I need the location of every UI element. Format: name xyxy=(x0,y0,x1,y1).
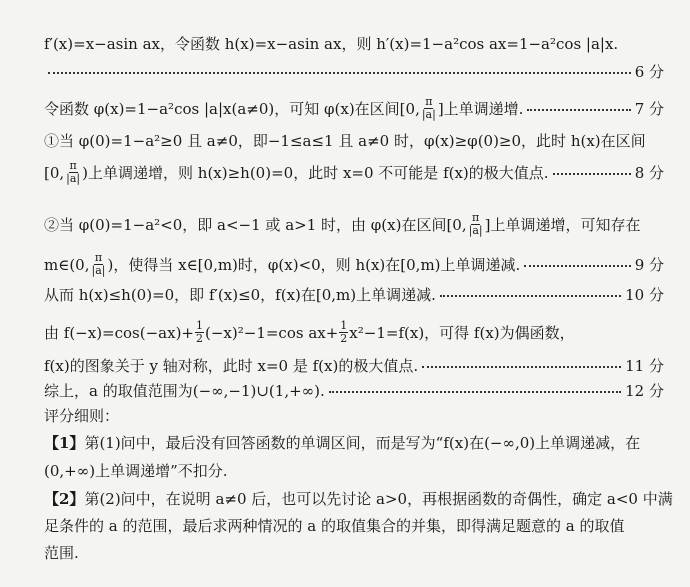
grading-note-2: 【2】第(2)问中，在说明 a≠0 后，也可以先讨论 a>0，再根据函数的奇偶性，确定 a<0 中满 xyxy=(44,490,673,508)
fraction-one-half: $\frac{1}{2}$ xyxy=(340,319,348,345)
leader-dots xyxy=(422,364,621,368)
score-label: 7 分 xyxy=(634,99,664,118)
fraction-pi-over-abs-a: $\frac{\pi}{|a|}$ xyxy=(66,159,81,185)
line-even-function: 由 f(−x)=cos(−ax)+ $\frac{1}{2}$ (−x)²−1=cos ax+ $\frac{1}{2}$ x²−1=f(x)，可得 f(x)为偶函数， xyxy=(44,319,575,345)
grading-heading: 评分细则： xyxy=(44,407,120,425)
fraction-pi-over-abs-a: $\frac{\pi}{|a|}$ xyxy=(421,95,436,121)
leader-dots xyxy=(553,171,631,175)
note-tag: 【1】 xyxy=(44,434,85,452)
line-score-6 xyxy=(44,62,664,82)
grading-note-1-cont: (0,+∞)上单调递增”不扣分. xyxy=(44,462,228,480)
score-label: 8 分 xyxy=(634,163,664,182)
line-case-2: ②当 φ(0)=1−a²<0，即 a<−1 或 a>1 时，由 φ(x)在区间[0, $\frac{\pi}{|a|}$ ]上单调递增，可知存在 xyxy=(44,211,641,237)
leader-dots xyxy=(527,107,630,111)
leader-dots xyxy=(329,389,621,393)
line-case-2-cont: m∈(0, $\frac{\pi}{|a|}$ )，使得当 x∈[0,m)时，φ(x)<0，则 h(x)在[0,m)上单调递减. 9 分 xyxy=(44,251,664,277)
grading-note-2-cont: 足条件的 a 的范围，最后求两种情况的 a 的取值集合的并集，即得满足题意的 a 的取值 xyxy=(44,517,625,535)
leader-dots xyxy=(524,263,630,267)
note-tag: 【2】 xyxy=(44,490,85,508)
score-label: 11 分 xyxy=(625,357,664,375)
line-conclusion: 综上，a 的取值范围为(−∞,−1)∪(1,+∞). 12 分 xyxy=(44,382,664,400)
fraction-pi-over-abs-a: $\frac{\pi}{|a|}$ xyxy=(468,211,483,237)
score-label: 9 分 xyxy=(634,255,664,274)
fraction-one-half: $\frac{1}{2}$ xyxy=(196,319,203,345)
line-case-1: ①当 φ(0)=1−a²≥0 且 a≠0，即−1≤a≤1 且 a≠0 时，φ(x)≥φ(0)≥0，此时 h(x)在区间 xyxy=(44,132,646,150)
line-symmetry: f(x)的图象关于 y 轴对称，此时 x=0 是 f(x)的极大值点. 11 分 xyxy=(44,357,664,375)
score-label: 12 分 xyxy=(625,382,664,400)
line-phi-def: 令函数 φ(x)=1−a²cos |a|x(a≠0)，可知 φ(x)在区间[0, $\frac{\pi}{|a|}$ ]上单调递增. 7 分 xyxy=(44,95,664,121)
line-case-1-cont: [0, $\frac{\pi}{|a|}$ )上单调递增，则 h(x)≥h(0)=0，此时 x=0 不可能是 f(x)的极大值点. 8 分 xyxy=(44,159,664,185)
score-label: 6 分 xyxy=(634,63,664,81)
fraction-pi-over-abs-a: $\frac{\pi}{|a|}$ xyxy=(91,251,106,277)
leader-dots xyxy=(48,70,631,74)
grading-note-2-end: 范围. xyxy=(44,544,79,562)
score-label: 10 分 xyxy=(625,286,664,304)
grading-note-1: 【1】第(1)问中，最后没有回答函数的单调区间，而是写为“f(x)在(−∞,0)上单调递减，在 xyxy=(44,434,641,452)
leader-dots xyxy=(440,293,621,297)
line-decreasing: 从而 h(x)≤h(0)=0，即 f′(x)≤0，f(x)在[0,m)上单调递减. 10 分 xyxy=(44,286,664,304)
line-derivative: f′(x)=x−asin ax，令函数 h(x)=x−asin ax，则 h′(x)=1−a²cos ax=1−a²cos |a|x. xyxy=(44,35,619,53)
